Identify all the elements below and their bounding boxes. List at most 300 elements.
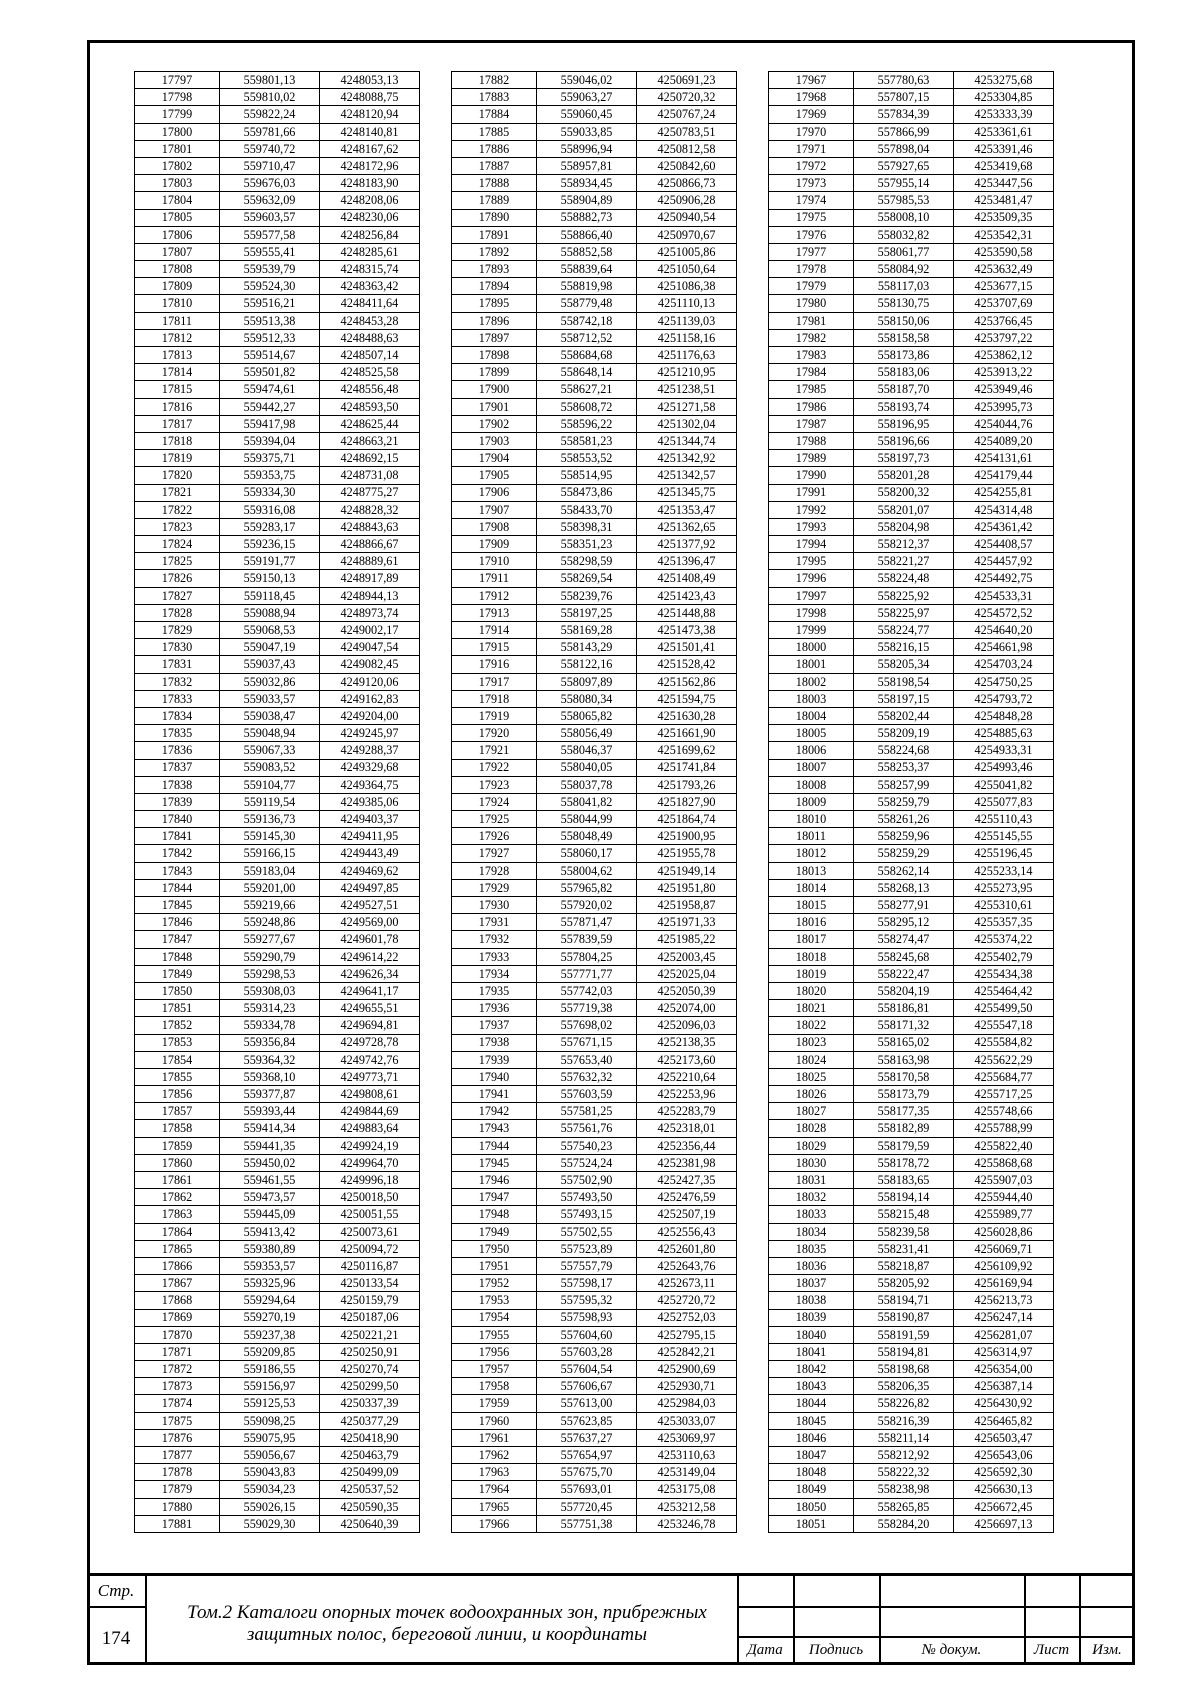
point-number-cell: 17831 [135,656,220,673]
page-number: 174 [101,1628,131,1649]
table-row [452,432,737,449]
y-coordinate-cell: 4252556,43 [637,1223,737,1240]
x-coordinate-cell: 558222,47 [854,965,954,982]
y-coordinate-cell: 4252601,80 [637,1240,737,1257]
table-row [452,897,737,914]
table-row [135,450,420,467]
y-coordinate-cell: 4252427,35 [637,1172,737,1189]
y-coordinate-cell: 4250133,54 [320,1275,420,1292]
point-number-cell: 17839 [135,793,220,810]
point-number-cell: 17841 [135,828,220,845]
y-coordinate-cell: 4248663,21 [320,432,420,449]
point-number-cell: 17916 [452,656,537,673]
x-coordinate-cell: 559033,57 [220,690,320,707]
x-coordinate-cell: 559353,57 [220,1257,320,1274]
x-coordinate-cell: 558037,78 [537,776,637,793]
table-row [769,793,1054,810]
x-coordinate-cell: 558004,62 [537,862,637,879]
y-coordinate-cell: 4251448,88 [637,604,737,621]
y-coordinate-cell: 4254255,81 [954,484,1054,501]
y-coordinate-cell: 4249742,76 [320,1051,420,1068]
table-row [769,1240,1054,1257]
point-number-cell: 17981 [769,312,854,329]
point-number-cell: 18007 [769,759,854,776]
point-number-cell: 18025 [769,1068,854,1085]
y-coordinate-cell: 4253391,46 [954,140,1054,157]
table-row [452,811,737,828]
point-number-cell: 17861 [135,1172,220,1189]
x-coordinate-cell: 559450,02 [220,1154,320,1171]
y-coordinate-cell: 4250842,60 [637,157,737,174]
y-coordinate-cell: 4250537,52 [320,1481,420,1498]
table-row [135,312,420,329]
y-coordinate-cell: 4254131,61 [954,450,1054,467]
x-coordinate-cell: 557598,17 [537,1275,637,1292]
y-coordinate-cell: 4252138,35 [637,1034,737,1051]
x-coordinate-cell: 557502,90 [537,1172,637,1189]
x-coordinate-cell: 559334,30 [220,484,320,501]
title-block [87,1573,1135,1665]
x-coordinate-cell: 559032,86 [220,673,320,690]
table-row [769,347,1054,364]
y-coordinate-cell: 4253707,69 [954,295,1054,312]
table-row [452,415,737,432]
table-row [452,123,737,140]
y-coordinate-cell: 4256697,13 [954,1515,1054,1532]
x-coordinate-cell: 559524,30 [220,278,320,295]
x-coordinate-cell: 557598,93 [537,1309,637,1326]
point-number-cell: 17892 [452,243,537,260]
point-number-cell: 18019 [769,965,854,982]
point-number-cell: 17820 [135,467,220,484]
x-coordinate-cell: 558178,72 [854,1154,954,1171]
point-number-cell: 17846 [135,914,220,931]
point-number-cell: 17952 [452,1275,537,1292]
y-coordinate-cell: 4249497,85 [320,879,420,896]
table-row [452,312,737,329]
table-row [452,501,737,518]
table-row [452,1498,737,1515]
x-coordinate-cell: 558080,34 [537,690,637,707]
point-number-cell: 17898 [452,347,537,364]
y-coordinate-cell: 4249245,97 [320,725,420,742]
x-coordinate-cell: 558165,02 [854,1034,954,1051]
table-row [135,1464,420,1481]
x-coordinate-cell: 558224,77 [854,622,954,639]
point-number-cell: 17918 [452,690,537,707]
y-coordinate-cell: 4256354,00 [954,1361,1054,1378]
table-row [769,1120,1054,1137]
table-row [135,175,420,192]
table-row [452,639,737,656]
table-row [769,89,1054,106]
point-number-cell: 17875 [135,1412,220,1429]
x-coordinate-cell: 559356,84 [220,1034,320,1051]
point-number-cell: 17921 [452,742,537,759]
table-row [135,1481,420,1498]
x-coordinate-cell: 559283,17 [220,518,320,535]
table-row [135,982,420,999]
x-coordinate-cell: 559191,77 [220,553,320,570]
x-coordinate-cell: 558158,58 [854,329,954,346]
point-number-cell: 17877 [135,1447,220,1464]
point-number-cell: 17804 [135,192,220,209]
y-coordinate-cell: 4252900,69 [637,1361,737,1378]
point-number-cell: 17822 [135,501,220,518]
point-number-cell: 17826 [135,570,220,587]
point-number-cell: 17810 [135,295,220,312]
x-coordinate-cell: 558957,81 [537,157,637,174]
point-number-cell: 18039 [769,1309,854,1326]
point-number-cell: 17837 [135,759,220,776]
point-number-cell: 17881 [135,1515,220,1532]
y-coordinate-cell: 4251423,43 [637,587,737,604]
point-number-cell: 17887 [452,157,537,174]
y-coordinate-cell: 4254361,42 [954,518,1054,535]
y-coordinate-cell: 4249329,68 [320,759,420,776]
x-coordinate-cell: 559063,27 [537,89,637,106]
x-coordinate-cell: 559461,55 [220,1172,320,1189]
point-number-cell: 18046 [769,1429,854,1446]
y-coordinate-cell: 4249924,19 [320,1137,420,1154]
point-number-cell: 17919 [452,707,537,724]
x-coordinate-cell: 558163,98 [854,1051,954,1068]
table-row [769,1103,1054,1120]
table-row [135,1120,420,1137]
y-coordinate-cell: 4249120,06 [320,673,420,690]
point-number-cell: 17858 [135,1120,220,1137]
y-coordinate-cell: 4248692,15 [320,450,420,467]
y-coordinate-cell: 4251528,42 [637,656,737,673]
table-row [452,243,737,260]
y-coordinate-cell: 4254933,31 [954,742,1054,759]
x-coordinate-cell: 558191,59 [854,1326,954,1343]
table-row [135,398,420,415]
y-coordinate-cell: 4251362,65 [637,518,737,535]
y-coordinate-cell: 4251342,57 [637,467,737,484]
x-coordinate-cell: 559377,87 [220,1086,320,1103]
y-coordinate-cell: 4250783,51 [637,123,737,140]
table-row [452,965,737,982]
x-coordinate-cell: 558852,58 [537,243,637,260]
table-row [452,931,737,948]
y-coordinate-cell: 4256503,47 [954,1429,1054,1446]
x-coordinate-cell: 558245,68 [854,948,954,965]
point-number-cell: 17857 [135,1103,220,1120]
point-number-cell: 17812 [135,329,220,346]
y-coordinate-cell: 4251971,33 [637,914,737,931]
table-row [135,157,420,174]
point-number-cell: 18030 [769,1154,854,1171]
point-number-cell: 17814 [135,364,220,381]
y-coordinate-cell: 4249162,83 [320,690,420,707]
table-row [135,1429,420,1446]
x-coordinate-cell: 558046,37 [537,742,637,759]
y-coordinate-cell: 4249527,51 [320,897,420,914]
x-coordinate-cell: 559393,44 [220,1103,320,1120]
table-row [769,622,1054,639]
point-number-cell: 17870 [135,1326,220,1343]
y-coordinate-cell: 4251473,38 [637,622,737,639]
table-row [452,1240,737,1257]
y-coordinate-cell: 4255684,77 [954,1068,1054,1085]
table-row [769,776,1054,793]
x-coordinate-cell: 559364,32 [220,1051,320,1068]
y-coordinate-cell: 4256169,94 [954,1275,1054,1292]
x-coordinate-cell: 558433,70 [537,501,637,518]
point-number-cell: 17813 [135,347,220,364]
table-row [135,140,420,157]
point-number-cell: 18049 [769,1481,854,1498]
point-number-cell: 17852 [135,1017,220,1034]
y-coordinate-cell: 4254703,24 [954,656,1054,673]
y-coordinate-cell: 4253995,73 [954,398,1054,415]
table-row [135,1051,420,1068]
y-coordinate-cell: 4254793,72 [954,690,1054,707]
table-row [452,1395,737,1412]
point-number-cell: 17825 [135,553,220,570]
x-coordinate-cell: 558179,59 [854,1137,954,1154]
y-coordinate-cell: 4253212,58 [637,1498,737,1515]
point-number-cell: 17863 [135,1206,220,1223]
point-number-cell: 17973 [769,175,854,192]
x-coordinate-cell: 559474,61 [220,381,320,398]
x-coordinate-cell: 558514,95 [537,467,637,484]
x-coordinate-cell: 557866,99 [854,123,954,140]
table-row [452,89,737,106]
point-number-cell: 17940 [452,1068,537,1085]
x-coordinate-cell: 558150,06 [854,312,954,329]
point-number-cell: 17985 [769,381,854,398]
x-coordinate-cell: 557581,25 [537,1103,637,1120]
point-number-cell: 17905 [452,467,537,484]
y-coordinate-cell: 4254408,57 [954,536,1054,553]
point-number-cell: 18011 [769,828,854,845]
table-row [135,295,420,312]
point-number-cell: 17979 [769,278,854,295]
table-row [452,1223,737,1240]
point-number-cell: 17978 [769,261,854,278]
table-row [135,604,420,621]
y-coordinate-cell: 4249728,78 [320,1034,420,1051]
x-coordinate-cell: 558225,97 [854,604,954,621]
table-row [769,1257,1054,1274]
x-coordinate-cell: 558284,20 [854,1515,954,1532]
x-coordinate-cell: 559186,55 [220,1361,320,1378]
point-number-cell: 17850 [135,982,220,999]
table-row [452,175,737,192]
coordinates-table-3 [768,71,1054,1533]
point-number-cell: 17830 [135,639,220,656]
point-number-cell: 17931 [452,914,537,931]
y-coordinate-cell: 4249002,17 [320,622,420,639]
y-coordinate-cell: 4254492,75 [954,570,1054,587]
y-coordinate-cell: 4251900,95 [637,828,737,845]
point-number-cell: 17856 [135,1086,220,1103]
x-coordinate-cell: 559516,21 [220,295,320,312]
y-coordinate-cell: 4254089,20 [954,432,1054,449]
y-coordinate-cell: 4251864,74 [637,811,737,828]
table-row [452,604,737,621]
y-coordinate-cell: 4254661,98 [954,639,1054,656]
table-row [769,484,1054,501]
x-coordinate-cell: 558608,72 [537,398,637,415]
x-coordinate-cell: 558209,19 [854,725,954,742]
y-coordinate-cell: 4248053,13 [320,72,420,89]
point-number-cell: 18006 [769,742,854,759]
x-coordinate-cell: 558742,18 [537,312,637,329]
table-row [452,398,737,415]
y-coordinate-cell: 4248285,61 [320,243,420,260]
point-number-cell: 17819 [135,450,220,467]
table-row [452,1515,737,1532]
y-coordinate-cell: 4248775,27 [320,484,420,501]
y-coordinate-cell: 4250159,79 [320,1292,420,1309]
y-coordinate-cell: 4254457,92 [954,553,1054,570]
y-coordinate-cell: 4254314,48 [954,501,1054,518]
x-coordinate-cell: 559513,38 [220,312,320,329]
point-number-cell: 17855 [135,1068,220,1085]
point-number-cell: 17935 [452,982,537,999]
point-number-cell: 17934 [452,965,537,982]
y-coordinate-cell: 4254533,31 [954,587,1054,604]
table-row [769,742,1054,759]
y-coordinate-cell: 4254885,63 [954,725,1054,742]
y-coordinate-cell: 4250377,29 [320,1412,420,1429]
point-number-cell: 17938 [452,1034,537,1051]
x-coordinate-cell: 559512,33 [220,329,320,346]
x-coordinate-cell: 558553,52 [537,450,637,467]
table-row [769,725,1054,742]
point-number-cell: 17941 [452,1086,537,1103]
x-coordinate-cell: 558712,52 [537,329,637,346]
y-coordinate-cell: 4252842,21 [637,1343,737,1360]
x-coordinate-cell: 558169,28 [537,622,637,639]
point-number-cell: 17994 [769,536,854,553]
table-row [135,1257,420,1274]
x-coordinate-cell: 559380,89 [220,1240,320,1257]
x-coordinate-cell: 559308,03 [220,982,320,999]
y-coordinate-cell: 4255357,35 [954,914,1054,931]
table-row [135,1189,420,1206]
point-number-cell: 17834 [135,707,220,724]
y-coordinate-cell: 4253590,58 [954,243,1054,260]
x-coordinate-cell: 559046,02 [537,72,637,89]
table-row [769,329,1054,346]
table-row [452,1137,737,1154]
y-coordinate-cell: 4256630,13 [954,1481,1054,1498]
table-row [452,329,737,346]
x-coordinate-cell: 558183,65 [854,1172,954,1189]
x-coordinate-cell: 559603,57 [220,209,320,226]
table-row [135,948,420,965]
y-coordinate-cell: 4253275,68 [954,72,1054,89]
point-number-cell: 17917 [452,673,537,690]
point-number-cell: 17806 [135,226,220,243]
point-number-cell: 18016 [769,914,854,931]
x-coordinate-cell: 559270,19 [220,1309,320,1326]
point-number-cell: 18018 [769,948,854,965]
y-coordinate-cell: 4250940,54 [637,209,737,226]
y-coordinate-cell: 4250691,23 [637,72,737,89]
table-row [452,1103,737,1120]
table-row [769,570,1054,587]
table-row [452,1275,737,1292]
table-row [452,1361,737,1378]
table-row [452,209,737,226]
table-row [135,811,420,828]
x-coordinate-cell: 559118,45 [220,587,320,604]
table-row [769,639,1054,656]
point-number-cell: 17910 [452,553,537,570]
y-coordinate-cell: 4252074,00 [637,1000,737,1017]
table-row [452,192,737,209]
table-row [769,501,1054,518]
x-coordinate-cell: 559026,15 [220,1498,320,1515]
x-coordinate-cell: 559037,43 [220,656,320,673]
y-coordinate-cell: 4248944,13 [320,587,420,604]
table-row [135,467,420,484]
point-number-cell: 17912 [452,587,537,604]
y-coordinate-cell: 4248315,74 [320,261,420,278]
table-row [452,347,737,364]
y-coordinate-cell: 4250590,35 [320,1498,420,1515]
y-coordinate-cell: 4252318,01 [637,1120,737,1137]
point-number-cell: 17798 [135,89,220,106]
table-row [769,312,1054,329]
x-coordinate-cell: 559237,38 [220,1326,320,1343]
coordinates-table-2 [451,71,737,1533]
table-row [452,879,737,896]
point-number-cell: 17835 [135,725,220,742]
point-number-cell: 17960 [452,1412,537,1429]
point-number-cell: 17802 [135,157,220,174]
x-coordinate-cell: 559166,15 [220,845,320,862]
table-row [769,879,1054,896]
point-number-cell: 18022 [769,1017,854,1034]
table-row [135,209,420,226]
table-row [452,707,737,724]
x-coordinate-cell: 557834,39 [854,106,954,123]
table-row [769,828,1054,845]
point-number-cell: 17807 [135,243,220,260]
table-row [452,261,737,278]
x-coordinate-cell: 558194,81 [854,1343,954,1360]
point-number-cell: 17824 [135,536,220,553]
table-row [769,1172,1054,1189]
point-number-cell: 17987 [769,415,854,432]
table-row [135,536,420,553]
x-coordinate-cell: 558262,14 [854,862,954,879]
y-coordinate-cell: 4250221,21 [320,1326,420,1343]
point-number-cell: 18042 [769,1361,854,1378]
x-coordinate-cell: 558274,47 [854,931,954,948]
point-number-cell: 18032 [769,1189,854,1206]
x-coordinate-cell: 559801,13 [220,72,320,89]
table-row [135,192,420,209]
table-row [452,982,737,999]
y-coordinate-cell: 4250866,73 [637,175,737,192]
table-row [452,948,737,965]
point-number-cell: 17808 [135,261,220,278]
y-coordinate-cell: 4254993,46 [954,759,1054,776]
table-row [135,347,420,364]
table-row [769,1086,1054,1103]
point-number-cell: 17949 [452,1223,537,1240]
y-coordinate-cell: 4252643,76 [637,1257,737,1274]
table-row [135,1361,420,1378]
table-row [135,656,420,673]
